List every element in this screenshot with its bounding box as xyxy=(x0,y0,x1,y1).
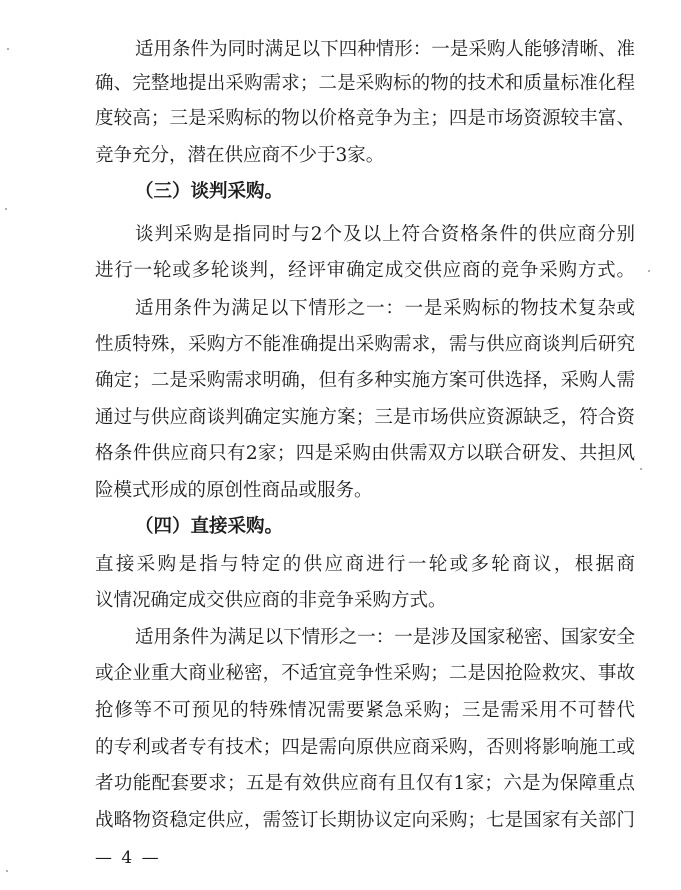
text-line: 度较高；三是采购标的物以价格竞争为主；四是市场资源较丰富、 xyxy=(95,108,635,129)
scan-speck xyxy=(7,48,9,50)
section-heading: （三）谈判采购。 xyxy=(135,181,284,202)
text-line: 格条件供应商只有2家；四是采购由供需双方以联合研发、共担风 xyxy=(95,443,635,464)
text-line: 通过与供应商谈判确定实施方案；三是市场供应资源缺乏，符合资 xyxy=(95,407,635,428)
section-heading: （四）直接采购。 xyxy=(135,516,284,537)
text-line: 进行一轮或多轮谈判，经评审确定成交供应商的竞争采购方式。 xyxy=(95,260,635,281)
scan-speck xyxy=(5,208,7,210)
text-line: 谈判采购是指同时与2个及以上符合资格条件的供应商分别 xyxy=(135,224,635,245)
text-line: 确定；二是采购需求明确，但有多种实施方案可供选择，采购人需 xyxy=(95,370,635,391)
scan-speck xyxy=(6,870,8,872)
text-line: 确、完整地提出采购需求；二是采购标的物的技术和质量标准化程 xyxy=(95,73,635,94)
text-line: 议情况确定成交供应商的非竞争采购方式。 xyxy=(95,590,447,611)
text-line: 的专利或者专有技术；四是需向原供应商采购，否则将影响施工或 xyxy=(95,737,635,758)
text-line: 直接采购是指与特定的供应商进行一轮或多轮商议，根据商 xyxy=(95,554,635,575)
text-line: 战略物资稳定供应，需签订长期协议定向采购；七是国家有关部门 xyxy=(95,810,635,831)
text-line: 抢修等不可预见的特殊情况需要紧急采购；三是需采用不可替代 xyxy=(95,700,635,721)
text-line: 险模式形成的原创性商品或服务。 xyxy=(95,480,373,501)
scan-speck xyxy=(640,468,642,470)
scan-speck xyxy=(648,270,650,272)
text-line: 竞争充分，潜在供应商不少于3家。 xyxy=(95,145,385,166)
text-line: 性质特殊，采购方不能准确提出采购需求，需与供应商谈判后研究 xyxy=(95,334,635,355)
text-line: 适用条件为同时满足以下四种情形：一是采购人能够清晰、准 xyxy=(135,39,635,60)
text-line: 者功能配套要求；五是有效供应商有且仅有1家；六是为保障重点 xyxy=(95,773,635,794)
text-line: 或企业重大商业秘密，不适宜竞争性采购；二是因抢险救灾、事故 xyxy=(95,663,635,684)
text-line: 适用条件为满足以下情形之一：一是涉及国家秘密、国家安全 xyxy=(135,627,635,648)
page-number: — 4 — xyxy=(95,848,161,868)
text-line: 适用条件为满足以下情形之一：一是采购标的物技术复杂或 xyxy=(135,298,635,319)
